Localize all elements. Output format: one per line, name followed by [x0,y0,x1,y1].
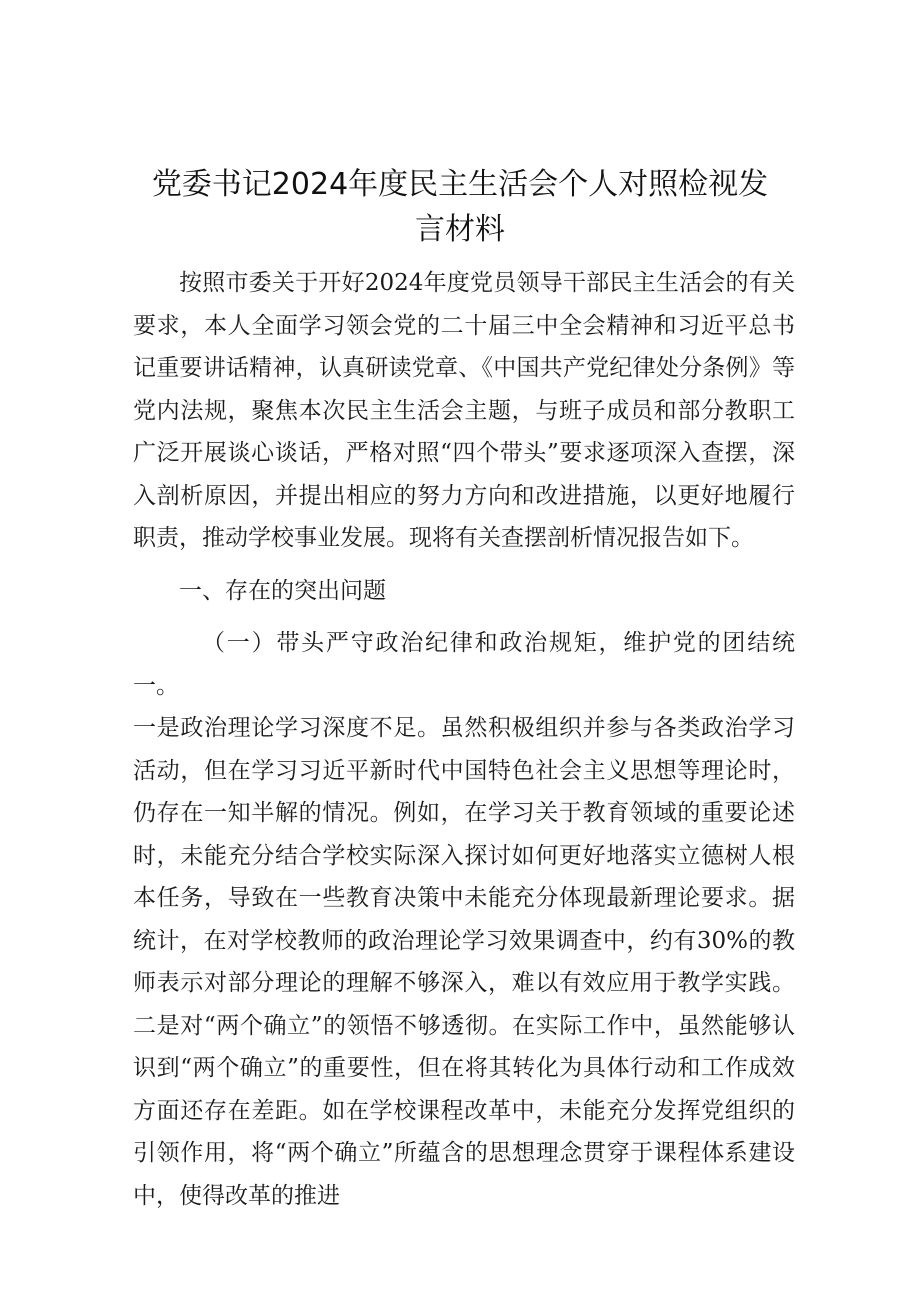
intro-paragraph: 按照市委关于开好2024年度党员领导干部民主生活会的有关要求，本人全面学习领会党的二十届三中全会精神和习近平总书记重要讲话精神，认真研读党章、《中国共产党纪律处分条例》等党内法规，聚焦本次民主生活会主题，与班子成员和部分教职工广泛开展谈心谈话，严格对照“四个带头”要求逐项深入查摆，深入剖析原因，并提出相应的努力方向和改进措施，以更好地履行职责，推动学校事业发展。现将有关查摆剖析情况报告如下。 [133,270,795,551]
document-title [130,162,790,252]
title-line-2: 言材料 [415,212,505,247]
title-line-1: 党委书记2024年度民主生活会个人对照检视发 [151,167,769,202]
document-body [133,262,795,1217]
section-heading-1: 一、存在的突出问题 [179,577,386,604]
subsection-heading-1: （一）带头严守政治纪律和政治规矩，维护党的团结统一。 [133,630,795,699]
body-paragraph-1: 一是政治理论学习深度不足。虽然积极组织并参与各类政治学习活动，但在学习习近平新时代中国特色社会主义思想等理论时，仍存在一知半解的情况。例如，在学习关于教育领域的重要论述时，未能充分结合学校实际深入探讨如何更好地落实立德树人根本任务，导致在一些教育决策中未能充分体现最新理论要求。据统计，在对学校教师的政治理论学习效果调查中，约有30%的教师表示对部分理论的理解不够深入，难以有效应用于教学实践。二是对“两个确立”的领悟不够透彻。在实际工作中，虽然能够认识到“两个确立”的重要性，但在将其转化为具体行动和工作成效方面还存在差距。如在学校课程改革中，未能充分发挥党组织的引领作用，将“两个确立”所蕴含的思想理念贯穿于课程体系建设中，使得改革的推进 [133,715,795,1209]
